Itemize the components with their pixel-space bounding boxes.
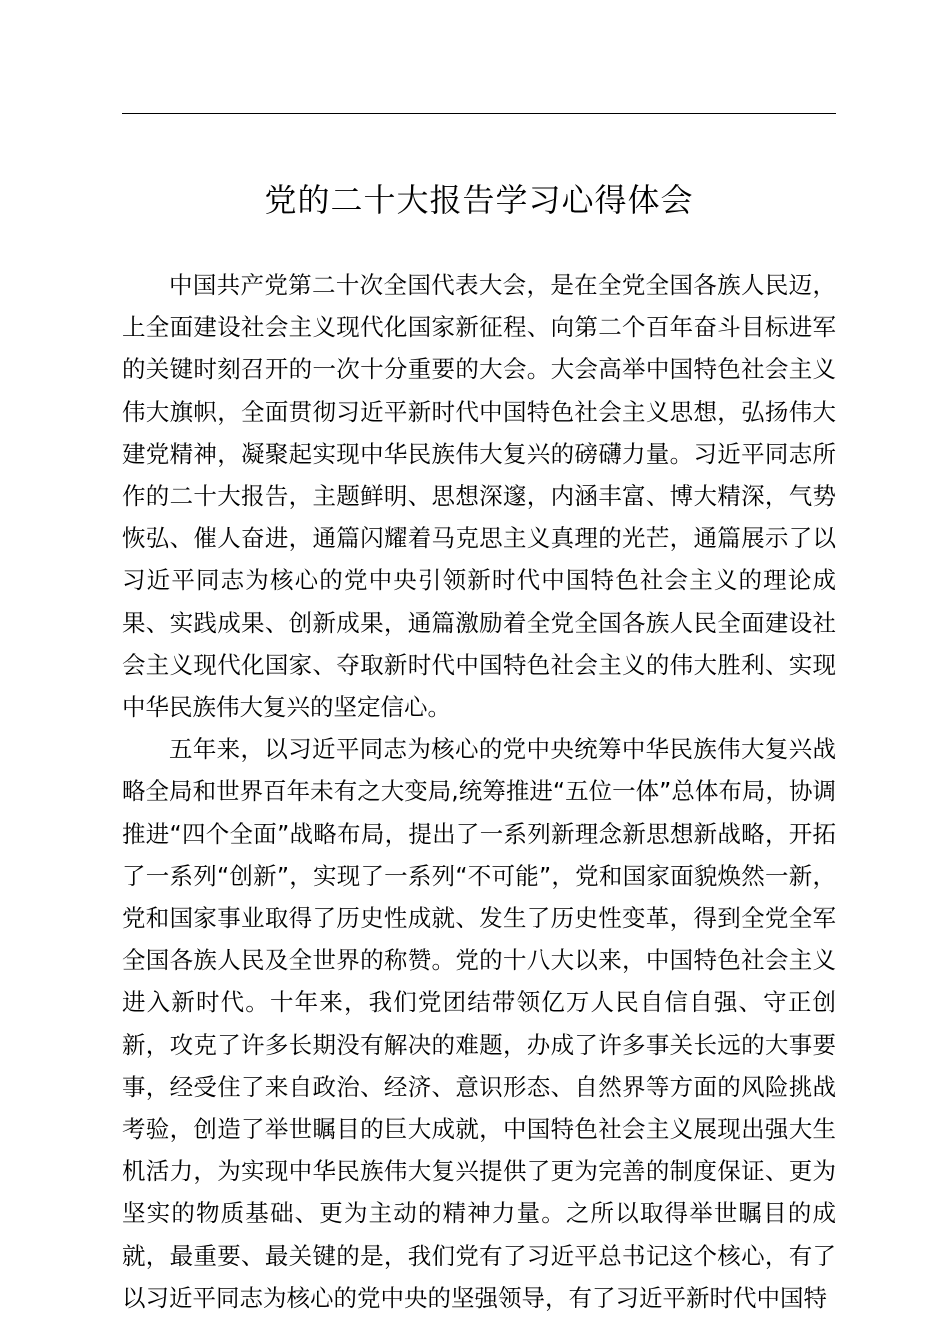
paragraph: 五年来，以习近平同志为核心的党中央统筹中华民族伟大复兴战略全局和世界百年未有之大变局,统筹推进“五位一体”总体布局，协调推进“四个全面”战略布局，提出了一系列新理念新思想新战略，开拓了一系列“创新”，实现了一系列“不可能”，党和国家面貌焕然一新，党和国家事业取得了历史性成就、发生了历史性变革，得到全党全军全国各族人民及全世界的称赞。党的十八大以来，中国特色社会主义进入新时代。十年来，我们党团结带领亿万人民自信自强、守正创新，攻克了许多长期没有解决的难题，办成了许多事关长远的大事要事，经受住了来自政治、经济、意识形态、自然界等方面的风险挑战考验，创造了举世瞩目的巨大成就，中国特色社会主义展现出强大生机活力，为实现中华民族伟大复兴提供了更为完善的制度保证、更为坚实的物质基础、更为主动的精神力量。之所以取得举世瞩目的成就，最重要、最关键的是，我们党有了习近平总书记这个核心，有了以习近平同志为核心的党中央的坚强领导，有了习近平新时代中国特 [122, 735, 836, 1312]
header-rule [122, 113, 836, 114]
paragraph: 中国共产党第二十次全国代表大会，是在全党全国各族人民迈，上全面建设社会主义现代化国家新征程、向第二个百年奋斗目标进军的关键时刻召开的一次十分重要的大会。大会高举中国特色社会主义伟大旗帜，全面贯彻习近平新时代中国特色社会主义思想，弘扬伟大建党精神，凝聚起实现中华民族伟大复兴的磅礴力量。习近平同志所作的二十大报告，主题鲜明、思想深邃，内涵丰富、博大精深，气势恢弘、催人奋进，通篇闪耀着马克思主义真理的光芒，通篇展示了以习近平同志为核心的党中央引领新时代中国特色社会主义的理论成果、实践成果、创新成果，通篇激励着全党全国各族人民全面建设社会主义现代化国家、夺取新时代中国特色社会主义的伟大胜利、实现中华民族伟大复兴的坚定信心。 [122, 271, 836, 722]
document-body [122, 264, 836, 1319]
document-title: 党的二十大报告学习心得体会 [264, 181, 694, 219]
